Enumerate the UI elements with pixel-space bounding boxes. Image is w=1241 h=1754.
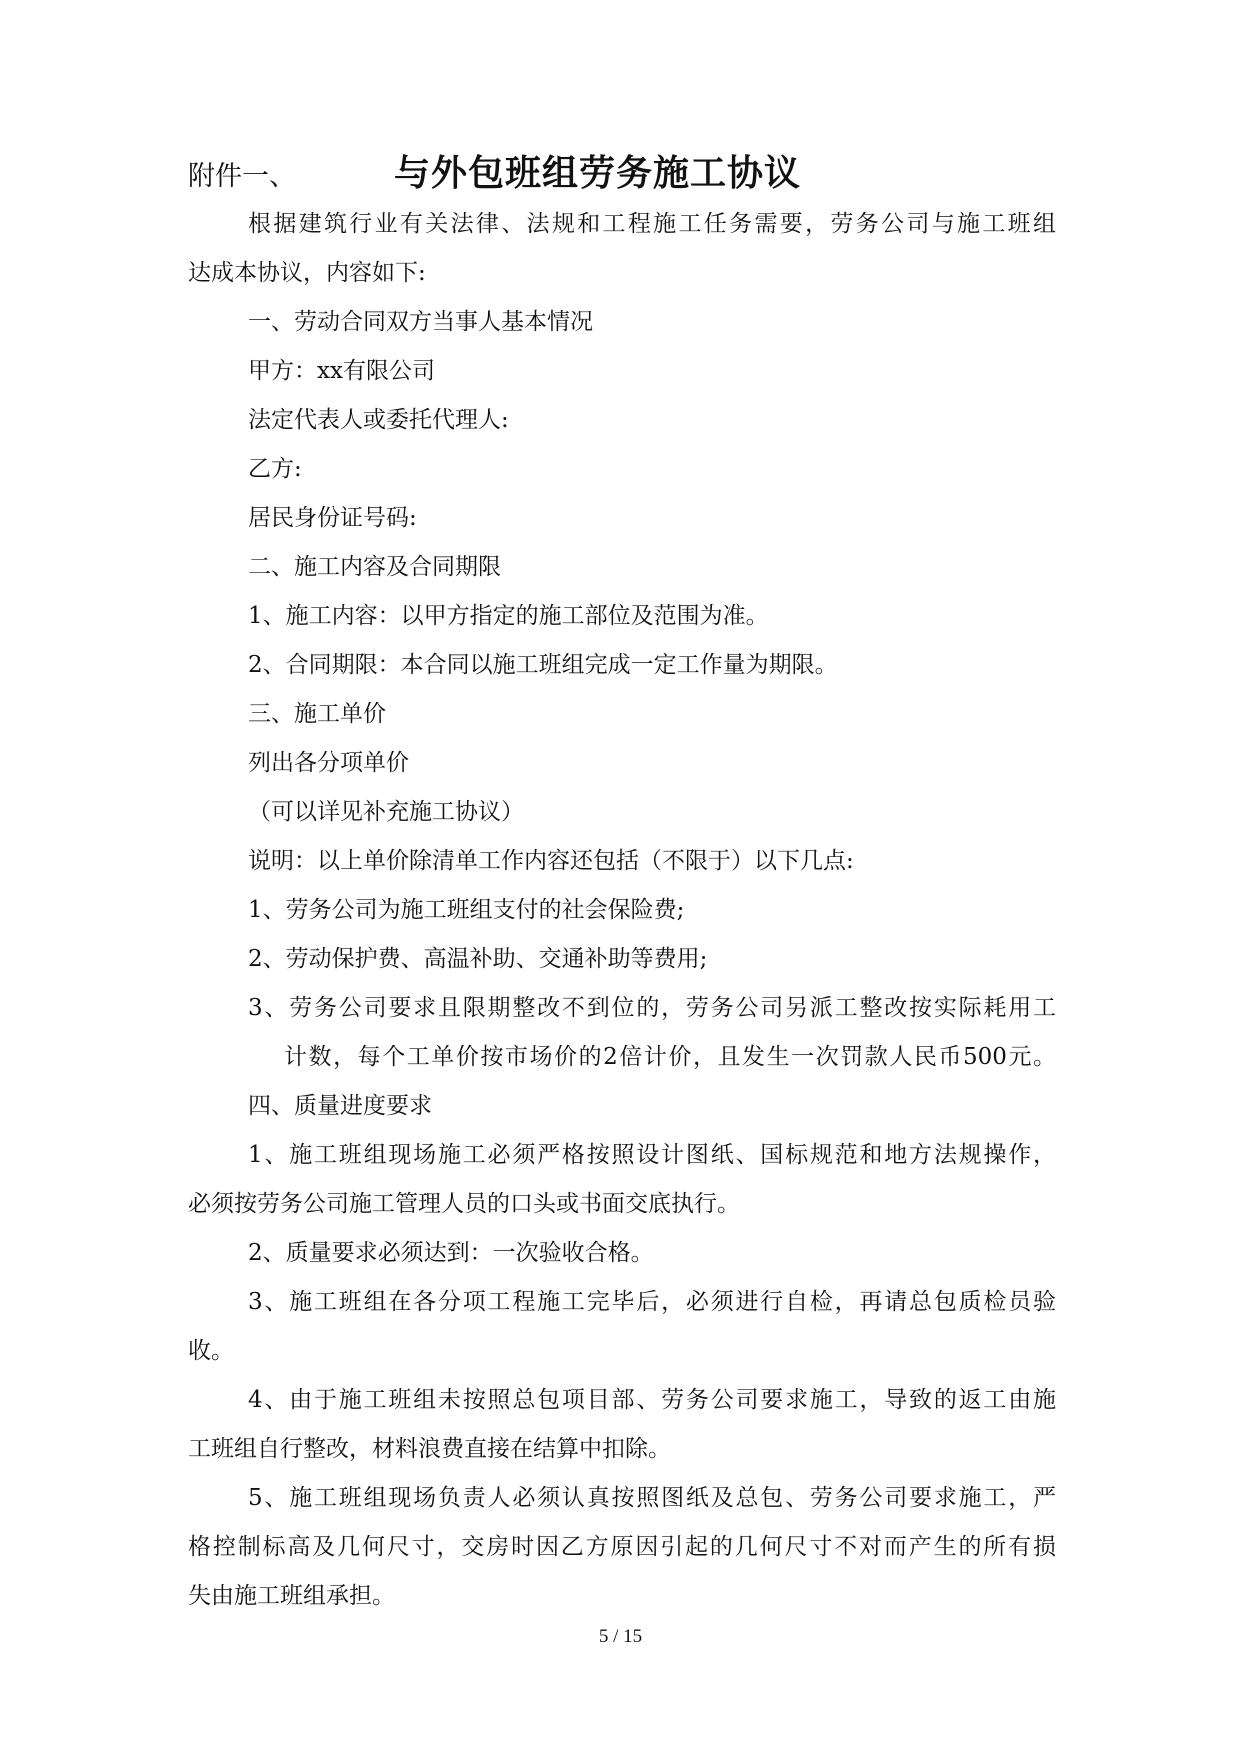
body-line: 1、劳务公司为施工班组支付的社会保险费; — [248, 897, 685, 923]
body-line: 一、劳动合同双方当事人基本情况 — [248, 309, 593, 335]
body-line: 法定代表人或委托代理人: — [248, 407, 509, 433]
body-line: 失由施工班组承担。 — [188, 1583, 395, 1609]
body-line: （可以详见补充施工协议） — [248, 799, 524, 825]
body-line: 根据建筑行业有关法律、法规和工程施工任务需要，劳务公司与施工班组 — [248, 211, 1056, 237]
body-line: 2、质量要求必须达到：一次验收合格。 — [248, 1240, 654, 1266]
attachment-label: 附件一、 — [188, 161, 296, 192]
document-body — [188, 200, 1056, 1621]
body-line: 格控制标高及几何尺寸，交房时因乙方原因引起的几何尺寸不对而产生的所有损 — [188, 1534, 1056, 1560]
body-line: 甲方：xx有限公司 — [248, 358, 435, 384]
body-line: 乙方: — [248, 456, 302, 482]
body-line: 2、合同期限：本合同以施工班组完成一定工作量为期限。 — [248, 652, 838, 678]
body-line: 5、施工班组现场负责人必须认真按照图纸及总包、劳务公司要求施工，严 — [248, 1485, 1056, 1511]
document-title: 与外包班组劳务施工协议 — [394, 152, 802, 194]
body-line: 达成本协议，内容如下: — [188, 260, 426, 286]
body-line: 二、施工内容及合同期限 — [248, 554, 501, 580]
body-line: 列出各分项单价 — [248, 750, 409, 776]
body-line: 居民身份证号码: — [248, 505, 417, 531]
body-line: 工班组自行整改，材料浪费直接在结算中扣除。 — [188, 1436, 671, 1462]
document-header — [188, 150, 1068, 200]
body-line: 收。 — [188, 1338, 234, 1364]
body-line: 4、由于施工班组未按照总包项目部、劳务公司要求施工，导致的返工由施 — [248, 1387, 1056, 1413]
body-line: 1、施工内容：以甲方指定的施工部位及范围为准。 — [248, 603, 769, 629]
body-line: 三、施工单价 — [248, 701, 386, 727]
body-line: 计数，每个工单价按市场价的2倍计价，且发生一次罚款人民币500元。 — [284, 1044, 1056, 1070]
body-line: 2、劳动保护费、高温补助、交通补助等费用; — [248, 946, 708, 972]
body-line: 3、劳务公司要求且限期整改不到位的，劳务公司另派工整改按实际耗用工 — [248, 995, 1056, 1021]
body-line: 必须按劳务公司施工管理人员的口头或书面交底执行。 — [188, 1191, 740, 1217]
body-line: 四、质量进度要求 — [248, 1093, 432, 1119]
page-number: 5 / 15 — [598, 1626, 643, 1647]
body-line: 3、施工班组在各分项工程施工完毕后，必须进行自检，再请总包质检员验 — [248, 1289, 1056, 1315]
body-line: 说明：以上单价除清单工作内容还包括（不限于）以下几点: — [248, 848, 854, 874]
body-line: 1、施工班组现场施工必须严格按照设计图纸、国标规范和地方法规操作， — [248, 1142, 1056, 1168]
